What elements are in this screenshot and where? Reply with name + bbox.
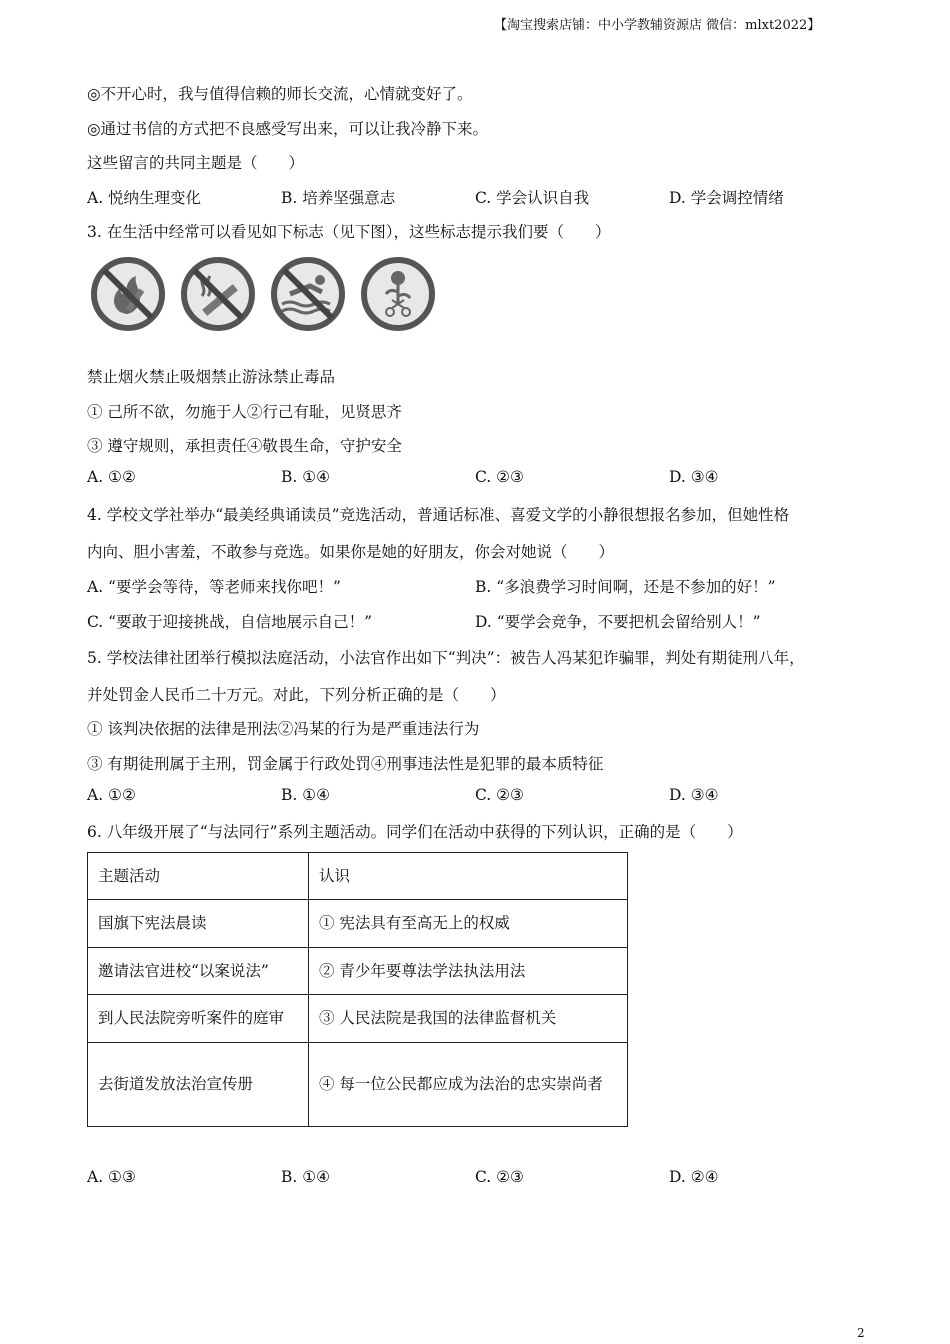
q4-stem-line-1: 4. 学校文学社举办“最美经典诵读员”竞选活动，普通话标准、喜爱文学的小静很想报名参加，但她性格 [87, 506, 790, 524]
table-cell: ① 宪法具有至高无上的权威 [309, 900, 628, 948]
q6-stem: 6. 八年级开展了“与法同行”系列主题活动。同学们在活动中获得的下列认识，正确的是（ ） [87, 823, 743, 841]
q3-option-c[interactable]: C. ②③ [475, 468, 524, 486]
page-number: 2 [857, 1326, 865, 1340]
q3-option-d[interactable]: D. ③④ [669, 468, 719, 486]
no-fire-icon [90, 256, 166, 332]
q2-option-d[interactable]: D. 学会调控情绪 [669, 189, 784, 207]
q5-stem-line-1: 5. 学校法律社团举行模拟法庭活动，小法官作出如下“判决”：被告人冯某犯诈骗罪，判处有期徒刑八年， [87, 649, 805, 667]
q2-stem: 这些留言的共同主题是（ ） [87, 154, 305, 172]
q3-choice-line-2: ③ 遵守规则，承担责任④敬畏生命，守护安全 [87, 437, 402, 455]
q4-option-c[interactable]: C. “要敢于迎接挑战，自信地展示自己！” [87, 613, 373, 631]
q3-stem: 3. 在生活中经常可以看见如下标志（见下图），这些标志提示我们要（ ） [87, 223, 611, 241]
q6-option-a[interactable]: A. ①③ [87, 1168, 136, 1186]
prohibition-signs [88, 256, 448, 336]
no-smoking-icon [180, 256, 256, 332]
table-header-cell: 主题活动 [88, 853, 309, 900]
page-header: 【淘宝搜索店铺：中小学教辅资源店 微信：mlxt2022】 [494, 18, 821, 33]
q3-sign-caption: 禁止烟火禁止吸烟禁止游泳禁止毒品 [87, 368, 336, 386]
q5-option-d[interactable]: D. ③④ [669, 786, 719, 804]
q6-table [87, 852, 628, 1127]
table-cell: 国旗下宪法晨读 [88, 900, 309, 948]
q6-option-c[interactable]: C. ②③ [475, 1168, 524, 1186]
no-drugs-icon [360, 256, 436, 332]
q6-option-d[interactable]: D. ②④ [669, 1168, 719, 1186]
q5-option-c[interactable]: C. ②③ [475, 786, 524, 804]
table-row [88, 995, 628, 1043]
q5-option-b[interactable]: B. ①④ [281, 786, 331, 804]
q2-line-1: ◎不开心时，我与值得信赖的师长交流，心情就变好了。 [87, 85, 473, 103]
q4-option-b[interactable]: B. “多浪费学习时间啊，还是不参加的好！” [475, 578, 776, 596]
table-row [88, 1043, 628, 1127]
q5-option-a[interactable]: A. ①② [87, 786, 136, 804]
q4-option-d[interactable]: D. “要学会竞争，不要把机会留给别人！” [475, 613, 761, 631]
q5-stem-line-2: 并处罚金人民币二十万元。对此，下列分析正确的是（ ） [87, 686, 506, 704]
table-cell: ③ 人民法院是我国的法律监督机关 [309, 995, 628, 1043]
table-cell: 邀请法官进校“以案说法” [88, 948, 309, 995]
table-cell: 到人民法院旁听案件的庭审 [88, 995, 309, 1043]
q4-option-a[interactable]: A. “要学会等待，等老师来找你吧！” [87, 578, 341, 596]
table-row [88, 948, 628, 995]
table-header-row [88, 853, 628, 900]
q4-stem-line-2: 内向、胆小害羞，不敢参与竞选。如果你是她的好朋友，你会对她说（ ） [87, 543, 615, 561]
table-cell: ② 青少年要尊法学法执法用法 [309, 948, 628, 995]
q2-option-b[interactable]: B. 培养坚强意志 [281, 189, 396, 207]
q6-option-b[interactable]: B. ①④ [281, 1168, 331, 1186]
q2-option-a[interactable]: A. 悦纳生理变化 [87, 189, 202, 207]
table-row [88, 900, 628, 948]
q2-option-c[interactable]: C. 学会认识自我 [475, 189, 590, 207]
q3-option-a[interactable]: A. ①② [87, 468, 136, 486]
q3-choice-line-1: ① 己所不欲，勿施于人②行己有耻，见贤思齐 [87, 403, 402, 421]
q5-choice-line-2: ③ 有期徒刑属于主刑，罚金属于行政处罚④刑事违法性是犯罪的最本质特征 [87, 755, 604, 773]
table-cell: 去街道发放法治宣传册 [88, 1043, 309, 1127]
q2-line-2: ◎通过书信的方式把不良感受写出来，可以让我冷静下来。 [87, 120, 489, 138]
table-cell: ④ 每一位公民都应成为法治的忠实崇尚者 [309, 1043, 628, 1127]
q5-choice-line-1: ① 该判决依据的法律是刑法②冯某的行为是严重违法行为 [87, 720, 480, 738]
q3-option-b[interactable]: B. ①④ [281, 468, 331, 486]
table-header-cell: 认识 [309, 853, 628, 900]
no-swimming-icon [270, 256, 346, 332]
